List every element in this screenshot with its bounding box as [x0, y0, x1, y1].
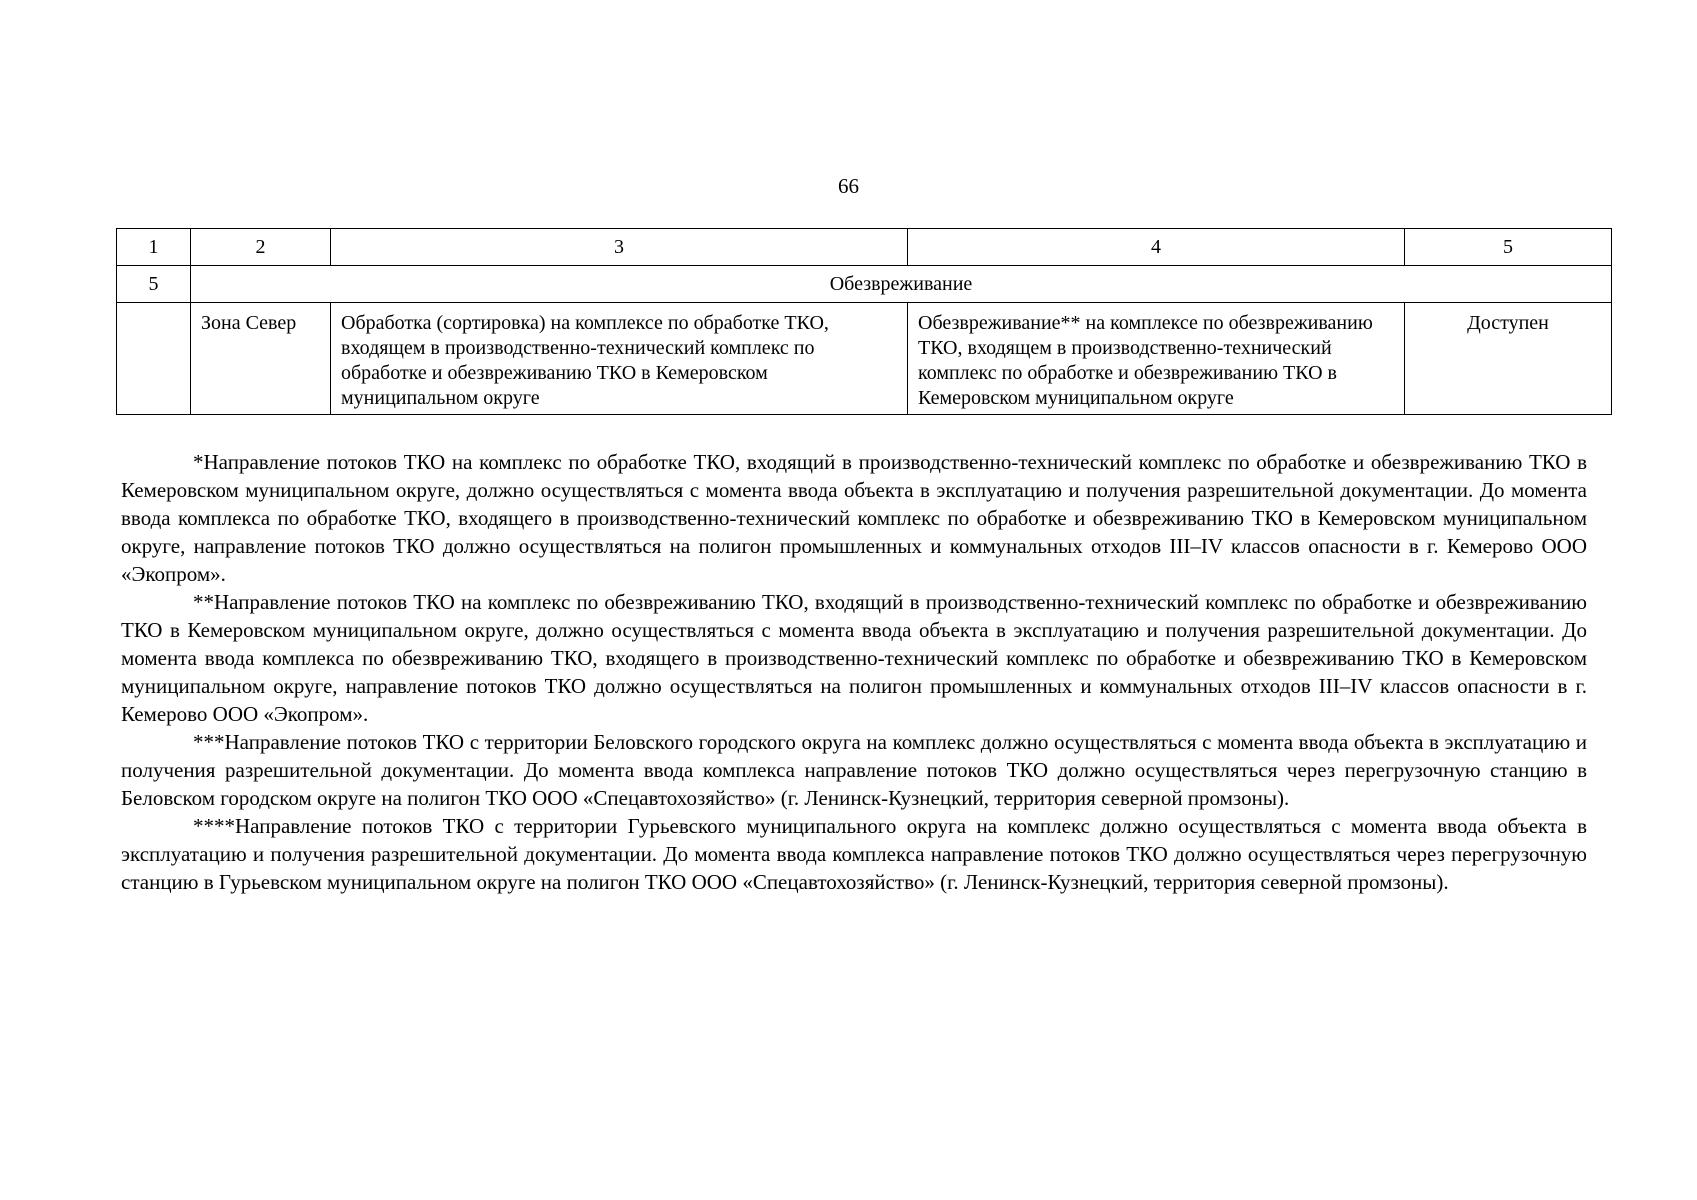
- column-number: 4: [908, 229, 1405, 266]
- column-number: 5: [1405, 229, 1612, 266]
- footnote: ****Направление потоков ТКО с территории Гурьевского муниципального округа на комплекс должно осуществляться с момента ввода объекта в эксплуатацию и получения разрешительной документации. До момента ввода комплекса направление потоков ТКО должно осуществляться через перегрузочную станцию в Гурьевском муниципальном округе на полигон ТКО ООО «Спецавтохозяйство» (г. Ленинск-Кузнецкий, территория северной промзоны).: [121, 814, 1587, 894]
- table-row: [117, 303, 1612, 415]
- page-number: 66: [838, 174, 859, 198]
- column-number-row: [117, 229, 1612, 266]
- footnote: **Направление потоков ТКО на комплекс по обезвреживанию ТКО, входящий в производственно-технический комплекс по обработке и обезвреживанию ТКО в Кемеровском муниципальном округе, должно осуществляться с момента ввода объекта в эксплуатацию и получения разрешительной документации. До момента ввода комплекса по обезвреживанию ТКО, входящего в производственно-технический комплекс по обработке и обезвреживанию ТКО в Кемеровском муниципальном округе, направление потоков ТКО должно осуществляться на полигон промышленных и коммунальных отходов III–IV классов опасности в г. Кемерово ООО «Экопром».: [121, 590, 1587, 726]
- processing-cell: Обработка (сортировка) на комплексе по обработке ТКО, входящем в производственно-технический комплекс по обработке и обезвреживанию ТКО в Кемеровском муниципальном округе: [331, 303, 908, 415]
- row-number-cell: [117, 303, 191, 415]
- status-cell: Доступен: [1405, 303, 1612, 415]
- footnote: ***Направление потоков ТКО с территории Беловского городского округа на комплекс должно осуществляться с момента ввода объекта в эксплуатацию и получения разрешительной документации. До момента ввода комплекса направление потоков ТКО должно осуществляться через перегрузочную станцию в Беловском городском округе на полигон ТКО ООО «Спецавтохозяйство» (г. Ленинск-Кузнецкий, территория северной промзоны).: [121, 730, 1587, 810]
- waste-flow-table: [116, 228, 1612, 415]
- section-title: Обезвреживание: [191, 266, 1612, 303]
- footnotes: [121, 448, 1587, 896]
- footnote: *Направление потоков ТКО на комплекс по обработке ТКО, входящий в производственно-технический комплекс по обработке и обезвреживанию ТКО в Кемеровском муниципальном округе, должно осуществляться с момента ввода объекта в эксплуатацию и получения разрешительной документации. До момента ввода комплекса по обработке ТКО, входящего в производственно-технический комплекс по обработке и обезвреживанию ТКО в Кемеровском муниципальном округе, направление потоков ТКО должно осуществляться на полигон промышленных и коммунальных отходов III–IV классов опасности в г. Кемерово ООО «Экопром».: [121, 450, 1587, 586]
- neutralization-cell: Обезвреживание** на комплексе по обезвреживанию ТКО, входящем в производственно-технический комплекс по обработке и обезвреживанию ТКО в Кемеровском муниципальном округе: [908, 303, 1405, 415]
- column-number: 3: [331, 229, 908, 266]
- section-number: 5: [117, 266, 191, 303]
- column-number: 1: [117, 229, 191, 266]
- zone-cell: Зона Север: [191, 303, 331, 415]
- section-row: [117, 266, 1612, 303]
- column-number: 2: [191, 229, 331, 266]
